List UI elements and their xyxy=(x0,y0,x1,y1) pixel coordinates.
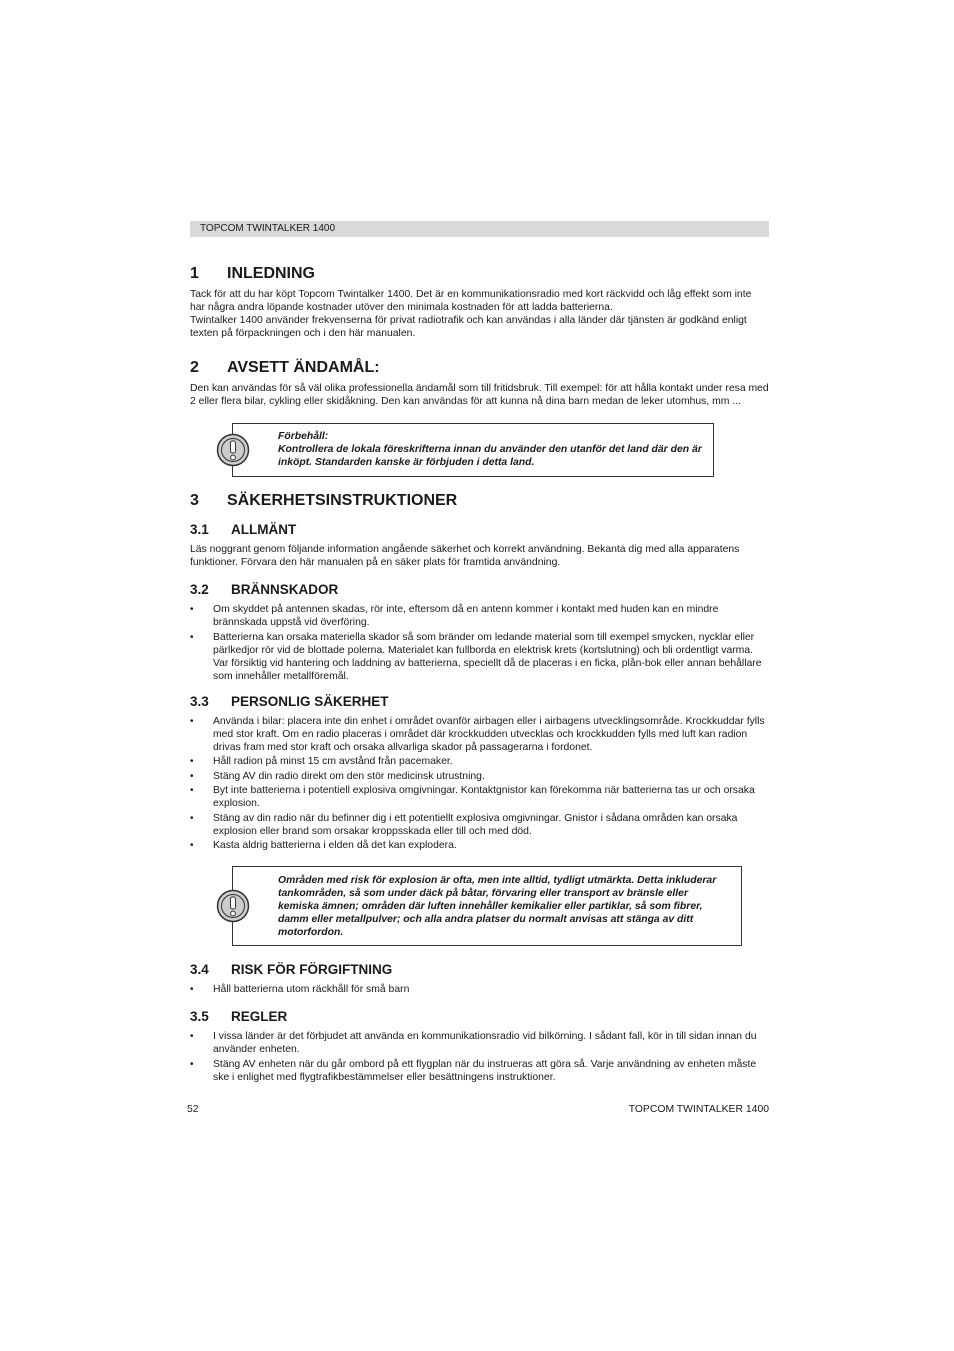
section-2-paragraph: Den kan användas för så väl olika professionella ändamål som till fritidsbruk. Till exempel: för att hålla kontakt under resa med 2 eller flera bilar, cykling eller skidåkning. Den kan användas för att kunna nå dina barn medan de leker utomhus, mm ... xyxy=(190,383,769,407)
section-3-heading: 3 SÄKERHETSINSTRUKTIONER xyxy=(190,492,458,509)
section-3-title: SÄKERHETSINSTRUKTIONER xyxy=(227,492,458,509)
list-item: • Om skyddet på antennen skadas, rör inte, eftersom då en antenn kommer i kontakt med huden kan en mindre brännskada uppstå vid överföring. xyxy=(190,604,719,628)
list-item: • Batterierna kan orsaka materiella skador så som bränder om ledande material som till exempel smycken, nycklar eller pärlkedjor rör vid de blottade polerna. Materialet kan fullborda en elektrisk krets (kortslutning) och bli ordentligt varma. Var försiktig vid hantering och laddning av batterierna, speciellt då de placeras i en ficka, plån-bok eller annan behållare som innehåller metallföremål. xyxy=(190,631,762,682)
list-item: • Kasta aldrig batterierna i elden då det kan explodera. xyxy=(190,840,457,851)
list-item: • I vissa länder är det förbjudet att använda en kommunikationsradio vid bilkörning. I sådant fall, kör in till sidan innan du använder enheten. xyxy=(190,1031,757,1055)
section-2-title: AVSETT ÄNDAMÅL: xyxy=(227,359,380,376)
section-1-paragraph-2: Twintalker 1400 använder frekvenserna för privat radiotrafik och kan användas i alla länder där tjänsten är godkänd enligt texten på förpackningen och i den här manualen. xyxy=(190,315,747,339)
exclamation-warning-icon xyxy=(216,889,250,923)
explosion-warning-note xyxy=(232,866,742,946)
caution-note-body: Kontrollera de lokala föreskrifterna innan du använder den utanför det land där den är inköpt. Standarden kanske är förbjuden i detta land. xyxy=(278,444,702,468)
list-item: • Stäng AV din radio direkt om den stör medicinsk utrustning. xyxy=(190,770,485,782)
exclamation-warning-icon xyxy=(216,433,250,467)
subsection-3-4-list xyxy=(190,983,769,996)
subsection-3-3-heading: 3.3 PERSONLIG SÄKERHET xyxy=(190,693,389,709)
subsection-3-3-title: PERSONLIG SÄKERHET xyxy=(231,693,389,709)
footer-title: TOPCOM TWINTALKER 1400 xyxy=(628,1104,769,1115)
subsection-3-2-heading: 3.2 BRÄNNSKADOR xyxy=(190,582,339,597)
subsection-3-5-heading: 3.5 REGLER xyxy=(190,1009,288,1024)
section-1-heading: 1 INLEDNING xyxy=(190,265,315,282)
section-1-paragraph-1: Tack för att du har köpt Topcom Twintalker 1400. Det är en kommunikationsradio med kort räckvidd och låg effekt som inte har några andra löpande kostnader utöver den minimala kostnaden för att ladda batterierna. xyxy=(190,289,752,313)
list-item: • Byt inte batterierna i potentiell explosiva omgivningar. Kontaktgnistor kan förekomma när batterierna tas ur och orsaka explosion. xyxy=(190,785,755,809)
subsection-3-1-title: ALLMÄNT xyxy=(231,522,297,537)
manual-page xyxy=(190,221,769,1085)
running-header: TOPCOM TWINTALKER 1400 xyxy=(190,221,769,237)
page-number: 52 xyxy=(187,1104,199,1115)
section-2-heading: 2 AVSETT ÄNDAMÅL: xyxy=(190,359,380,376)
list-item: • Stäng AV enheten när du går ombord på ett flygplan när du instrueras att göra så. Varje användning av enheten måste ske i enlighet med flygtrafikbestämmelser eller besättningens instruktioner. xyxy=(190,1058,757,1083)
caution-note xyxy=(232,423,714,477)
caution-note-title: Förbehåll: xyxy=(278,431,329,442)
list-item: • Använda i bilar: placera inte din enhet i området ovanför airbagen eller i airbagens utvecklingsområde. Krockkuddar fylls med stor kraft. Om en radio placeras i området där krockkudden utvecklas och krockkudden fylls med luft kan radion drivas fram med stor kraft och orsaka allvarliga skador på passagerarna i fordonet. xyxy=(190,715,765,753)
list-item: • Stäng av din radio när du befinner dig i ett potentiellt explosiva omgivningar. Gnistor i sådana områden kan orsaka explosion eller brand som orsakar kroppsskada eller till och med död. xyxy=(190,812,738,837)
subsection-3-5-list xyxy=(190,1030,769,1084)
list-item: • Håll batterierna utom räckhåll för små barn xyxy=(190,984,410,995)
subsection-3-5-title: REGLER xyxy=(231,1009,288,1024)
subsection-3-2-title: BRÄNNSKADOR xyxy=(231,582,339,597)
subsection-3-1-paragraph: Läs noggrant genom följande information angående säkerhet och korrekt användning. Bekanta dig med alla apparatens funktioner. Förvara den här manualen på en säker plats för framtida användning. xyxy=(190,544,740,568)
subsection-3-1-heading: 3.1 ALLMÄNT xyxy=(190,522,297,537)
subsection-3-2-list xyxy=(190,603,769,683)
list-item: • Håll radion på minst 15 cm avstånd från pacemaker. xyxy=(190,756,453,767)
section-1-title: INLEDNING xyxy=(227,265,315,282)
subsection-3-4-heading: 3.4 RISK FÖR FÖRGIFTNING xyxy=(190,962,393,977)
subsection-3-3-list xyxy=(190,715,769,853)
explosion-warning-note-body: Områden med risk för explosion är ofta, men inte alltid, tydligt utmärkta. Detta inkluderar tankområden, så som under däck på båtar, förvaring eller transport av bränsle eller kemiska ämnen; områden där luften innehåller kemikalier eller partiklar, så som fibrer, damm eller metallpulver; och alla andra platser du normalt anvisas att stänga av ditt motorfordon. xyxy=(278,875,717,938)
subsection-3-4-title: RISK FÖR FÖRGIFTNING xyxy=(231,962,393,977)
page-footer xyxy=(187,1104,769,1115)
